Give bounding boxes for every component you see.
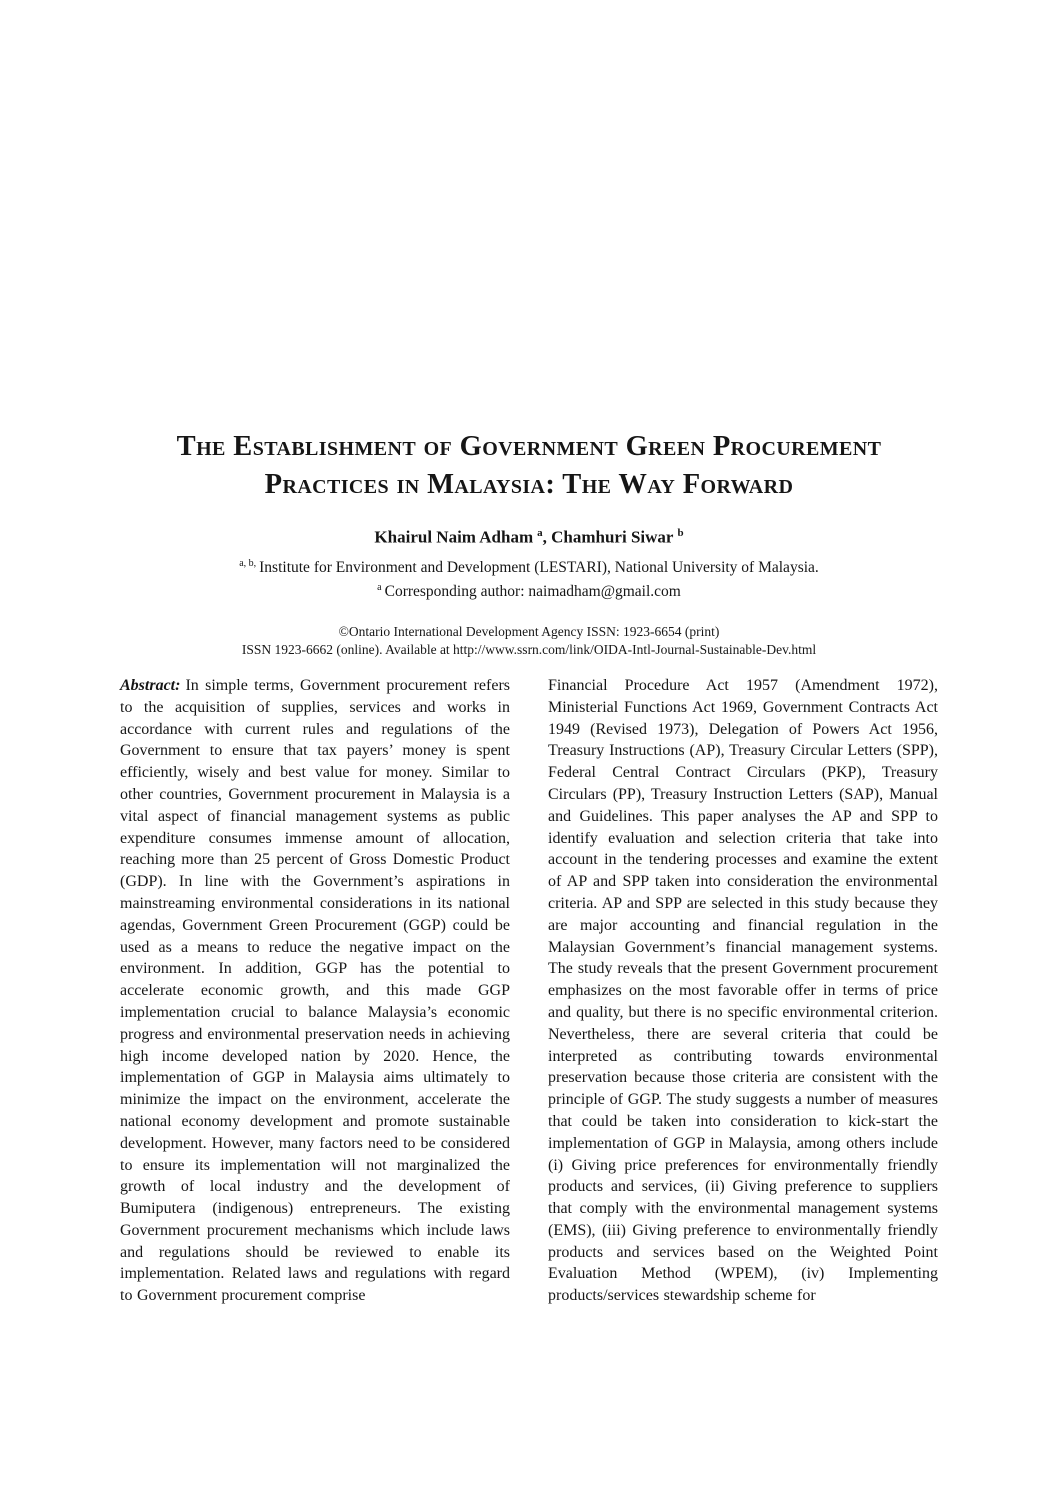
author-line	[0, 522, 1058, 549]
abstract-text-left: In simple terms, Government procurement refers to the acquisition of supplies, services and works in accordance with current rules and regulations of the Government to ensure that tax payers’ money is spent efficiently, wisely and best value for money. Similar to other countries, Government procurement in Malaysia is a vital aspect of financial management systems as public expenditure consumes immense amount of allocation, reaching more than 25 percent of Gross Domestic Product (GDP). In line with the Government’s aspirations in mainstreaming environmental considerations in its national agendas, Government Green Procurement (GGP) could be used as a means to reduce the negative impact on the environment. In addition, GGP has the potential to accelerate economic growth, and this made GGP implementation crucial to balance Malaysia’s economic progress and environmental preservation needs in achieving high income developed nation by 2020. Hence, the implementation of GGP in Malaysia aims ultimately to minimize the impact on the environment, accelerate the national economy development and promote sustainable development. However, many factors need to be considered to ensure its implementation will not marginalized the growth of local industry and the development of Bumiputera (indigenous) entrepreneurs. The existing Government procurement mechanisms which include laws and regulations should be reviewed to enable its implementation. Related laws and regulations with regard to Government procurement comprise	[120, 676, 510, 1305]
author-name-2: Chamhuri Siwar	[551, 527, 674, 547]
publisher-line-2: ISSN 1923-6662 (online). Available at http://www.ssrn.com/link/OIDA-Intl-Journal-Sustainable-Dev.html	[241, 642, 817, 658]
corresponding-text: Corresponding author: naimadham@gmail.com	[384, 582, 681, 600]
abstract-column-left	[120, 675, 510, 1307]
abstract-label: Abstract:	[120, 676, 181, 694]
affiliation-line	[0, 554, 1058, 578]
publisher-block	[0, 623, 1058, 660]
page-title: The Establishment of Government Green Procurement Practices in Malaysia: The Way Forward	[176, 431, 882, 500]
affiliation-text: Institute for Environment and Development (LESTARI), National University of Malaysia.	[259, 558, 819, 576]
author-superscript-a: a	[537, 527, 543, 539]
author-name-1: Khairul Naim Adham	[374, 527, 534, 547]
corresponding-superscript: a	[377, 581, 382, 593]
abstract-column-right: Financial Procedure Act 1957 (Amendment 1972), Ministerial Functions Act 1969, Government Contracts Act 1949 (Revised 1973), Delegation of Powers Act 1956, Treasury Instructions (AP), Treasury Circular Letters (SPP), Federal Central Contract Circulars (PKP), Treasury Circulars (PP), Treasury Instruction Letters (SAP), Manual and Guidelines. This paper analyses the AP and SPP to identify evaluation and selection criteria that take into account in the tendering processes and examine the extent of AP and SPP taken into consideration the environmental criteria. AP and SPP are selected in this study because they are major accounting and financial regulation in the Malaysian Government’s financial management systems. The study reveals that the present Government procurement emphasizes on the most favorable offer in terms of price and quality, but there is no specific environmental criterion. Nevertheless, there are several criteria that could be interpreted as contributing towards environmental preservation because those criteria are consistent with the principle of GGP. The study suggests a number of measures that could be taken into consideration to kick-start the implementation of GGP in Malaysia, among others include (i) Giving price preferences for environmentally friendly products and services, (ii) Giving preference to suppliers that comply with the environmental management systems (EMS), (iii) Giving preference to environmentally friendly products and services based on the Weighted Point Evaluation Method (WPEM), (iv) Implementing products/services stewardship scheme for	[548, 676, 938, 1305]
corresponding-author-line	[0, 578, 1058, 602]
publisher-line-1: ©Ontario International Development Agency ISSN: 1923-6654 (print)	[338, 623, 720, 639]
author-separator: ,	[542, 527, 552, 547]
abstract-columns	[120, 675, 938, 1307]
affiliation-superscript: a, b,	[239, 557, 257, 569]
author-superscript-b: b	[677, 527, 684, 539]
